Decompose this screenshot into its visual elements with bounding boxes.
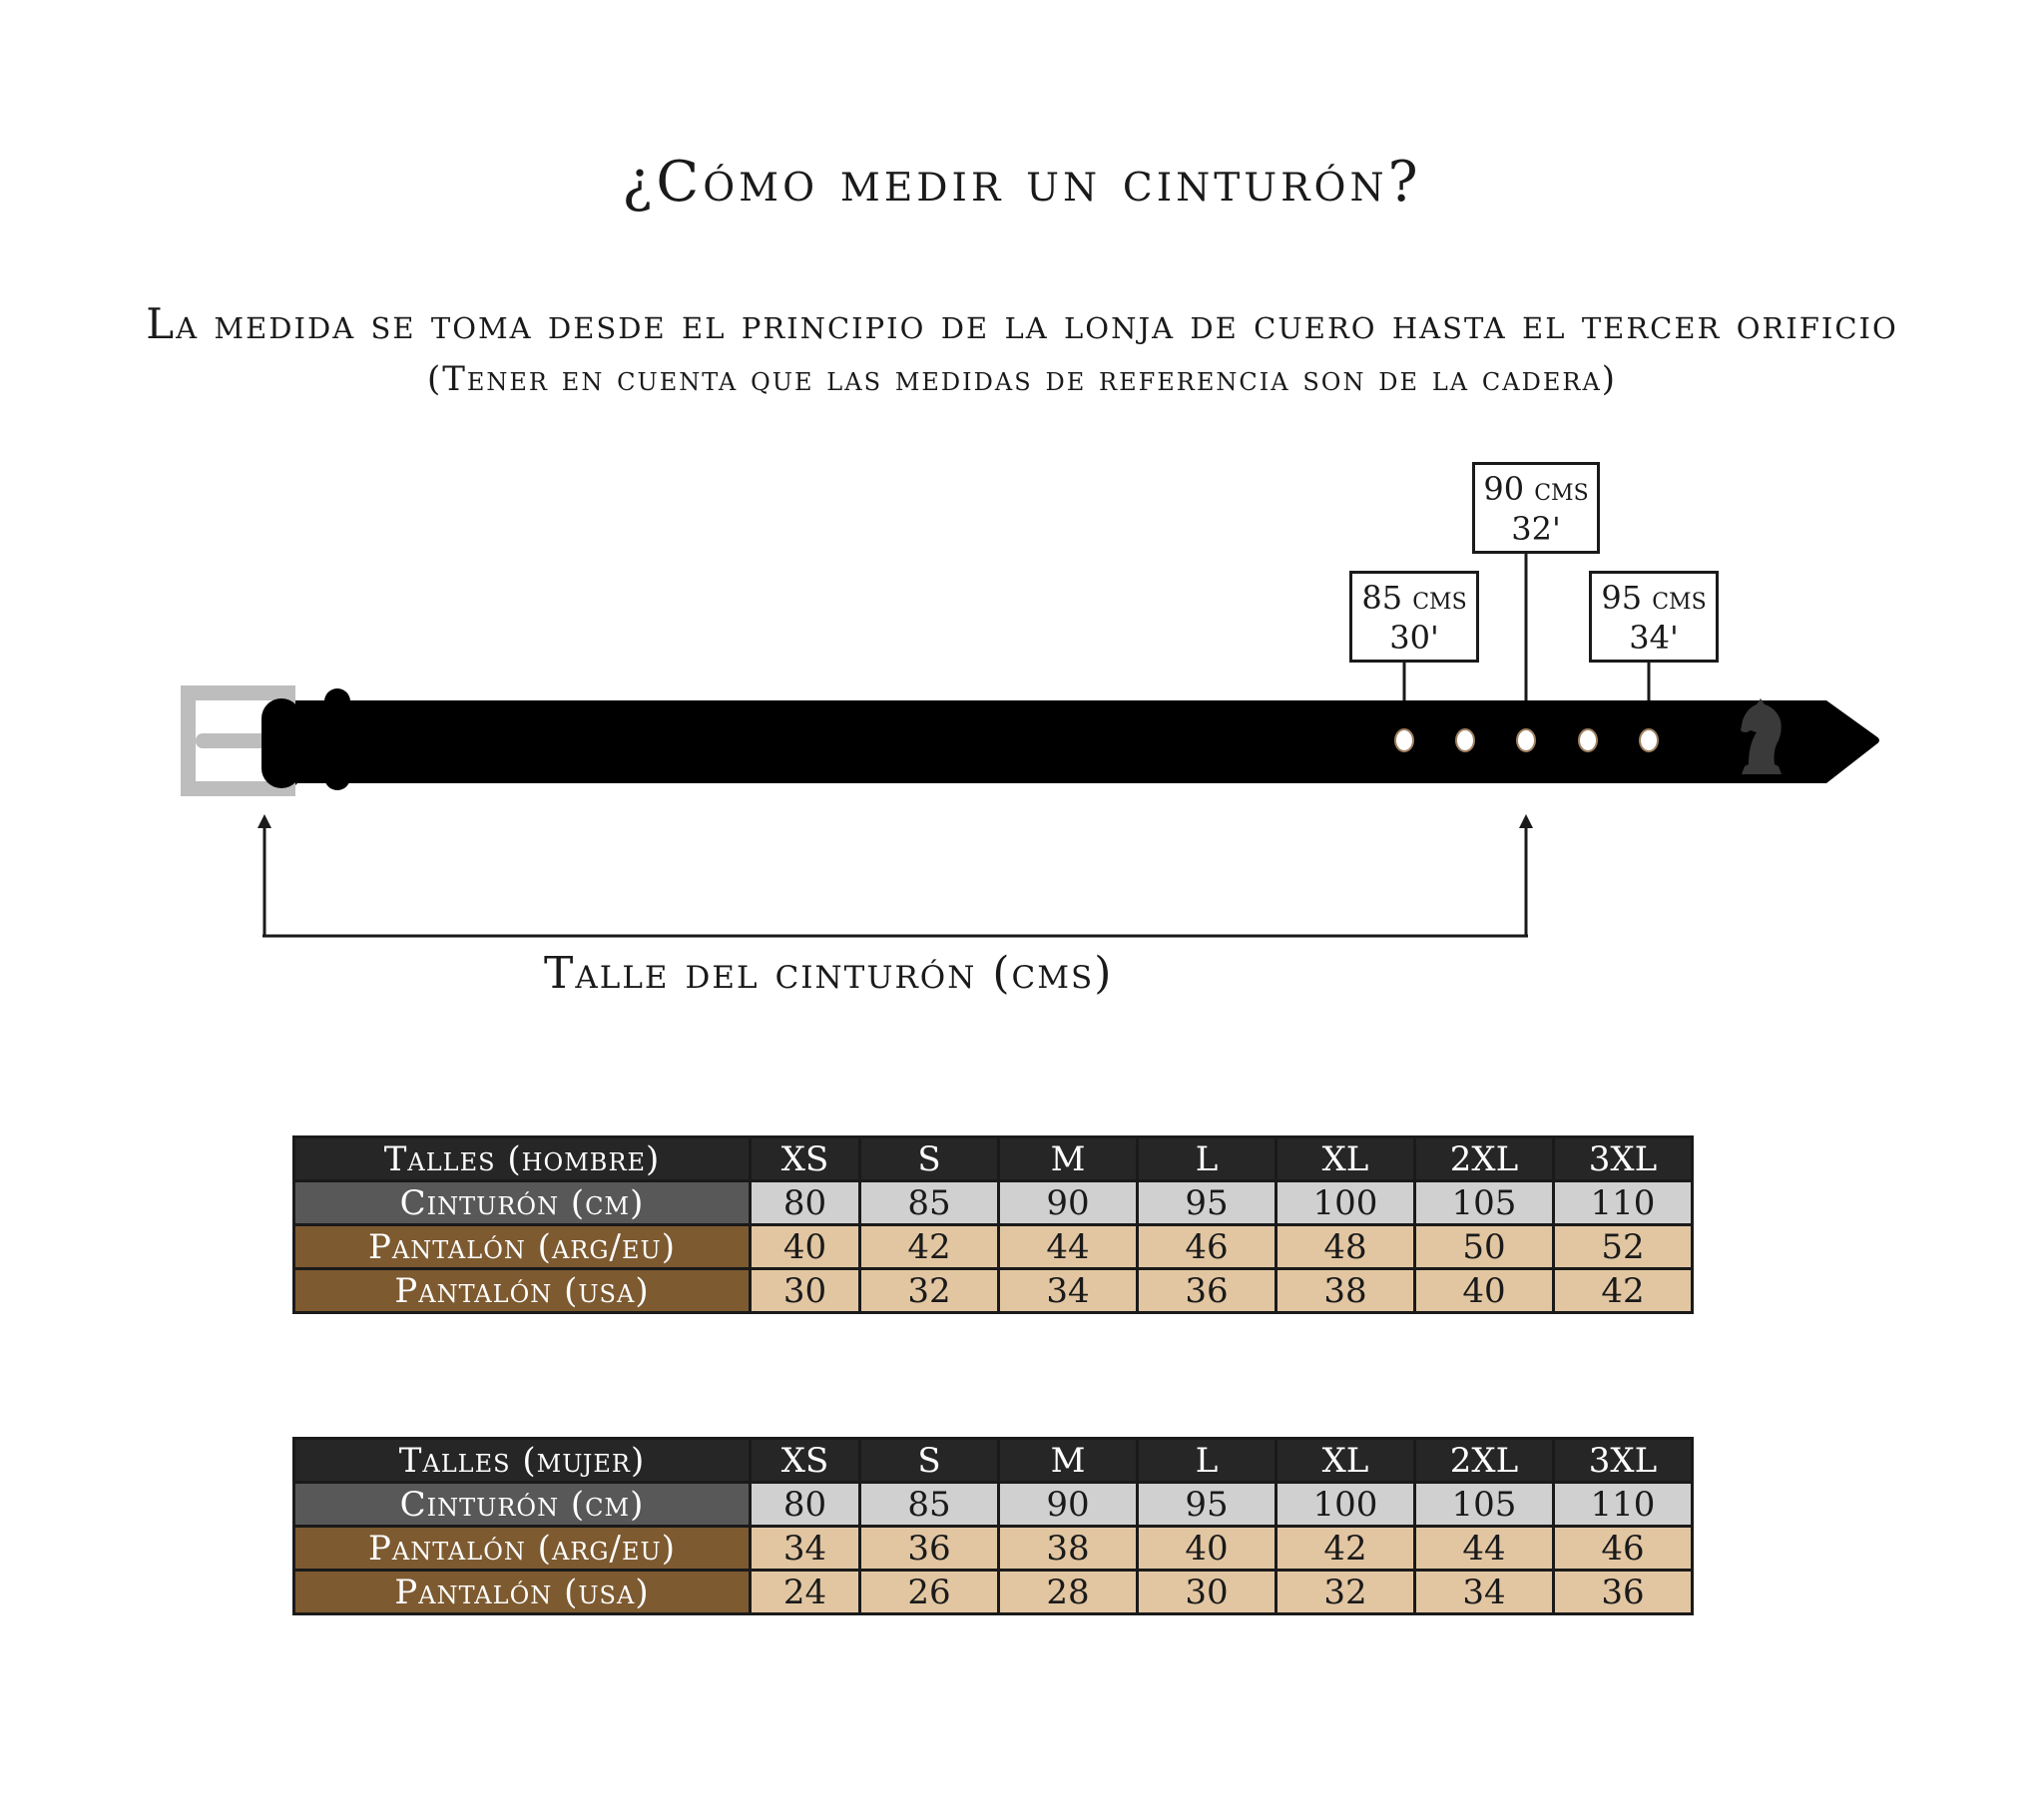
size-xs: XS	[751, 1439, 860, 1483]
table-cell: 80	[751, 1181, 860, 1225]
row-label: Cinturón (cm)	[294, 1181, 751, 1225]
table-cell: 38	[1277, 1269, 1415, 1313]
table-header-row	[294, 1137, 1693, 1181]
size-2xl: 2XL	[1415, 1439, 1554, 1483]
table-cell: 36	[860, 1527, 999, 1571]
table-cell: 105	[1415, 1483, 1554, 1527]
size-m: M	[999, 1439, 1138, 1483]
marker-cms: 90 cms	[1483, 470, 1589, 508]
table-cell: 48	[1277, 1225, 1415, 1269]
marker-inches: 34'	[1629, 619, 1679, 657]
size-l: L	[1138, 1439, 1277, 1483]
table-header-label: Talles (mujer)	[294, 1439, 751, 1483]
table-cell: 95	[1138, 1483, 1277, 1527]
marker-inches: 30'	[1389, 619, 1439, 657]
table-cell: 44	[999, 1225, 1138, 1269]
table-row	[294, 1483, 1693, 1527]
table-cell: 34	[1415, 1571, 1554, 1614]
table-cell: 40	[1415, 1269, 1554, 1313]
table-row	[294, 1181, 1693, 1225]
table-cell: 105	[1415, 1181, 1554, 1225]
table-cell: 34	[999, 1269, 1138, 1313]
table-cell: 26	[860, 1571, 999, 1614]
row-label: Cinturón (cm)	[294, 1483, 751, 1527]
marker-inches: 32'	[1511, 510, 1561, 548]
size-3xl: 3XL	[1554, 1439, 1693, 1483]
table-header-label: Talles (hombre)	[294, 1137, 751, 1181]
table-cell: 36	[1554, 1571, 1693, 1614]
size-xl: XL	[1277, 1137, 1415, 1181]
table-cell: 100	[1277, 1483, 1415, 1527]
size-s: S	[860, 1439, 999, 1483]
table-cell: 100	[1277, 1181, 1415, 1225]
arrow-left-head	[257, 814, 271, 828]
page-title: ¿Cómo medir un cinturón?	[622, 150, 1422, 215]
table-cell: 42	[860, 1225, 999, 1269]
row-label: Pantalón (usa)	[294, 1571, 751, 1614]
arrow-right-head	[1519, 814, 1533, 828]
table-row	[294, 1225, 1693, 1269]
size-2xl: 2XL	[1415, 1137, 1554, 1181]
table-cell: 90	[999, 1181, 1138, 1225]
table-cell: 85	[860, 1483, 999, 1527]
table-row	[294, 1527, 1693, 1571]
belt-hole-5	[1640, 729, 1658, 751]
table-cell: 80	[751, 1483, 860, 1527]
belt-keeper	[324, 688, 350, 790]
marker-box-95	[1589, 571, 1719, 663]
table-cell: 30	[751, 1269, 860, 1313]
size-table-women	[292, 1437, 1694, 1615]
table-cell: 40	[1138, 1527, 1277, 1571]
table-cell: 38	[999, 1527, 1138, 1571]
size-caption: Talle del cinturón (cms)	[544, 948, 1114, 999]
table-row	[294, 1269, 1693, 1313]
table-cell: 110	[1554, 1181, 1693, 1225]
table-cell: 28	[999, 1571, 1138, 1614]
table-cell: 52	[1554, 1225, 1693, 1269]
row-label: Pantalón (arg/eu)	[294, 1527, 751, 1571]
marker-cms: 85 cms	[1361, 579, 1467, 617]
reference-note: (Tener en cuenta que las medidas de referencia son de la cadera)	[426, 359, 1618, 399]
size-l: L	[1138, 1137, 1277, 1181]
marker-box-85	[1349, 571, 1479, 663]
table-cell: 34	[751, 1527, 860, 1571]
size-xl: XL	[1277, 1439, 1415, 1483]
table-cell: 32	[860, 1269, 999, 1313]
table-cell: 95	[1138, 1181, 1277, 1225]
table-cell: 46	[1554, 1527, 1693, 1571]
table-cell: 36	[1138, 1269, 1277, 1313]
belt-hole-2	[1456, 729, 1474, 751]
marker-cms: 95 cms	[1601, 579, 1707, 617]
size-m: M	[999, 1137, 1138, 1181]
table-header-row	[294, 1439, 1693, 1483]
table-cell: 90	[999, 1483, 1138, 1527]
row-label: Pantalón (arg/eu)	[294, 1225, 751, 1269]
instruction-text: La medida se toma desde el principio de la lonja de cuero hasta el tercer orificio	[146, 299, 1898, 348]
table-cell: 32	[1277, 1571, 1415, 1614]
row-label: Pantalón (usa)	[294, 1269, 751, 1313]
belt-strap	[274, 700, 1879, 783]
table-cell: 110	[1554, 1483, 1693, 1527]
belt-hole-4	[1579, 729, 1597, 751]
size-table-men	[292, 1135, 1694, 1314]
table-row	[294, 1571, 1693, 1614]
table-cell: 85	[860, 1181, 999, 1225]
belt-hole-1	[1395, 729, 1413, 751]
table-cell: 46	[1138, 1225, 1277, 1269]
belt-hole-3	[1517, 729, 1535, 751]
marker-box-90	[1472, 462, 1600, 554]
table-cell: 24	[751, 1571, 860, 1614]
table-cell: 30	[1138, 1571, 1277, 1614]
table-cell: 50	[1415, 1225, 1554, 1269]
size-s: S	[860, 1137, 999, 1181]
size-3xl: 3XL	[1554, 1137, 1693, 1181]
table-cell: 40	[751, 1225, 860, 1269]
table-cell: 44	[1415, 1527, 1554, 1571]
size-xs: XS	[751, 1137, 860, 1181]
table-cell: 42	[1554, 1269, 1693, 1313]
table-cell: 42	[1277, 1527, 1415, 1571]
